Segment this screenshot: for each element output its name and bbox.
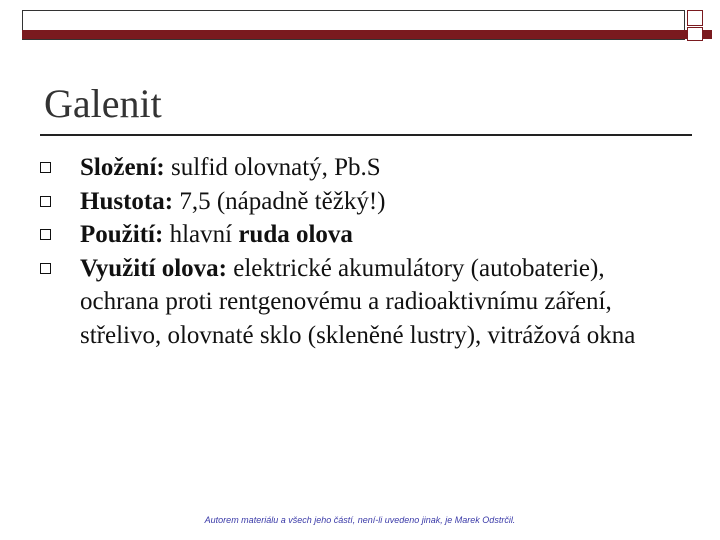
slide-title: Galenit	[44, 81, 162, 126]
bullet-text: 7,5 (nápadně těžký!)	[173, 187, 386, 215]
square-bullet-icon	[40, 263, 51, 274]
square-bullet-icon	[40, 162, 51, 173]
title-underline	[40, 134, 692, 136]
bullet-item-pouziti	[40, 218, 680, 252]
bullet-item-slozeni	[40, 151, 680, 185]
author-footer: Autorem materiálu a všech jeho částí, není-li uvedeno jinak, je Marek Odstrčil.	[204, 515, 516, 525]
bullet-item-hustota	[40, 185, 680, 219]
bullet-label: Využití olova:	[80, 254, 227, 282]
bullet-emphasis: ruda olova	[238, 221, 353, 248]
bullet-text: hlavní	[163, 221, 239, 248]
bullet-label: Hustota:	[80, 187, 174, 215]
bullet-label: Použití:	[80, 221, 164, 248]
bullet-label: Složení:	[80, 154, 165, 181]
square-bullet-icon	[40, 229, 51, 240]
bullet-text: sulfid olovnatý, Pb.S	[164, 154, 381, 181]
bullet-text: elektrické akumulátory (autobaterie), ochrana proti rentgenovému a radioaktivnímu záření, střelivo, olovnaté sklo (skleněné lustry), vitrážová okna	[80, 254, 636, 349]
bullet-item-vyuziti-olova	[40, 252, 680, 353]
corner-square-top	[687, 10, 703, 26]
header-accent-stripe	[22, 30, 712, 39]
square-bullet-icon	[40, 196, 51, 207]
bullet-list	[40, 151, 680, 352]
corner-square-bottom	[687, 27, 703, 41]
